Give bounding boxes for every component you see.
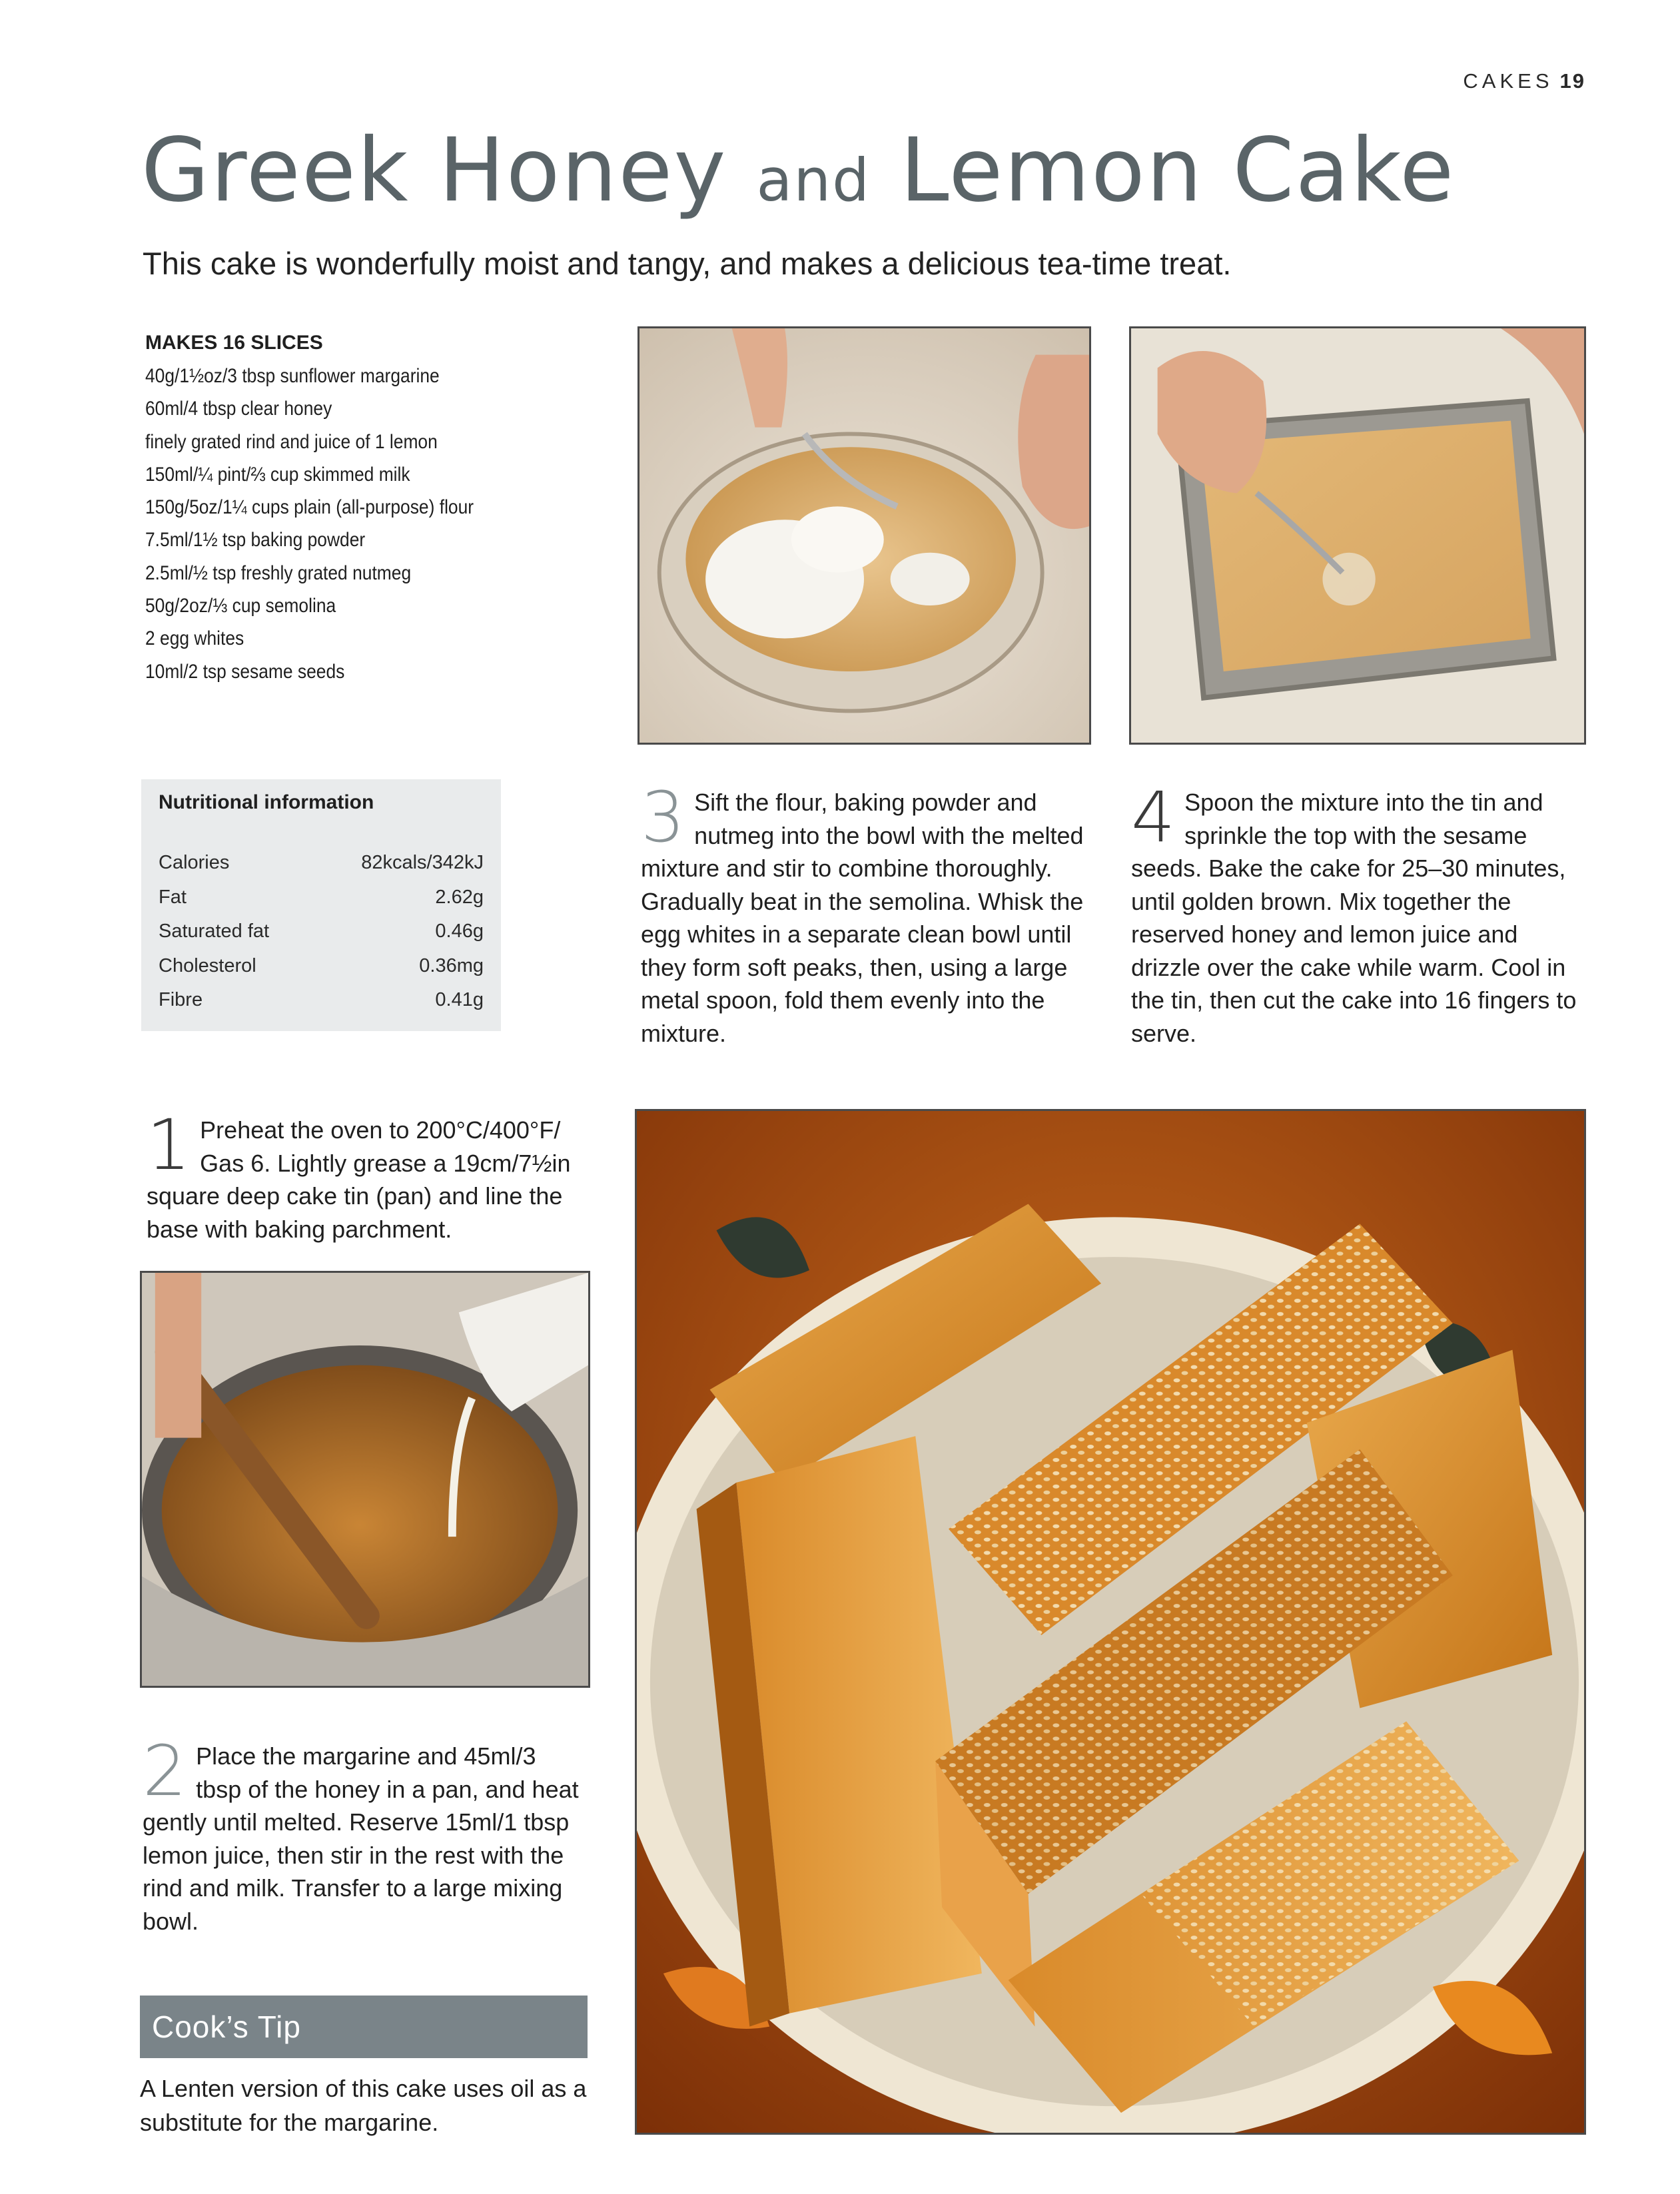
nutrition-label: Fibre — [159, 989, 203, 1010]
step-number: 1 — [147, 1104, 191, 1186]
cooks-tip-title: Cook’s Tip — [152, 2010, 301, 2044]
nutrition-value: 0.36mg — [419, 954, 484, 976]
running-head — [1463, 69, 1585, 93]
title-main: Greek Honey — [141, 119, 727, 222]
nutrition-box — [141, 779, 501, 1031]
step-text: Spoon the mixture into the tin and sprinkle the top with the sesame seeds. Bake the cake for 25–30 minutes, until golden brown. Mix together the reserved honey and lemon juice and drizzle over the cake while warm. Cool in the tin, then cut the cake into 16 fingers to serve. — [1131, 789, 1577, 1047]
step-text: Preheat the oven to 200°C/400°F/ Gas 6. Lightly grease a 19cm/7½in square deep cake tin (pan) and line the base with baking parchment. — [147, 1116, 571, 1243]
photo-mixing-bowl — [637, 326, 1091, 745]
step-number: 3 — [641, 777, 685, 858]
ingredient-item: 150g/5oz/1¼ cups plain (all-purpose) flour — [145, 496, 474, 519]
section-label: CAKES — [1463, 69, 1553, 93]
photo-finished-cake — [635, 1109, 1586, 2135]
page-number: 19 — [1559, 69, 1585, 93]
nutrition-row — [159, 914, 484, 949]
step-1 — [147, 1104, 573, 1246]
ingredient-item: finely grated rind and juice of 1 lemon — [145, 430, 438, 453]
photo-pan-honey — [140, 1271, 590, 1688]
step-4 — [1131, 777, 1591, 1050]
nutrition-row — [159, 983, 484, 1018]
nutrition-label: Cholesterol — [159, 954, 256, 976]
recipe-title — [141, 119, 1456, 222]
nutrition-table — [159, 846, 484, 1018]
nutrition-value: 0.41g — [435, 989, 484, 1010]
nutrition-label: Fat — [159, 886, 187, 908]
nutrition-value: 0.46g — [435, 920, 484, 942]
ingredient-item: 10ml/2 tsp sesame seeds — [145, 660, 345, 683]
ingredient-item: 50g/2oz/⅓ cup semolina — [145, 595, 336, 617]
title-end: Lemon Cake — [899, 119, 1456, 222]
ingredient-item: 7.5ml/1½ tsp baking powder — [145, 529, 366, 551]
nutrition-row — [159, 846, 484, 881]
nutrition-heading: Nutritional information — [159, 791, 374, 813]
cooks-tip-header — [140, 1996, 588, 2058]
step-number: 4 — [1131, 777, 1176, 858]
ingredients-heading: MAKES 16 SLICES — [145, 332, 323, 354]
nutrition-label: Saturated fat — [159, 920, 270, 942]
ingredient-item: 40g/1½oz/3 tbsp sunflower margarine — [145, 365, 440, 387]
cooks-tip-text: A Lenten version of this cake uses oil as a substitute for the margarine. — [140, 2075, 587, 2136]
ingredient-item: 150ml/¼ pint/⅔ cup skimmed milk — [145, 463, 410, 486]
ingredients-list — [145, 326, 518, 688]
nutrition-row — [159, 881, 484, 915]
nutrition-value: 2.62g — [435, 886, 484, 908]
step-number: 2 — [143, 1730, 187, 1812]
recipe-intro: This cake is wonderfully moist and tangy, and makes a delicious tea-time treat. — [143, 246, 1232, 281]
step-text: Place the margarine and 45ml/3 tbsp of the honey in a pan, and heat gently until melted. Reserve 15ml/1 tbsp lemon juice, then stir in the rest with the rind and milk. Transfer to a large mixing bowl. — [143, 1742, 579, 1935]
ingredient-item: 2.5ml/½ tsp freshly grated nutmeg — [145, 561, 412, 584]
ingredient-item: 60ml/4 tbsp clear honey — [145, 398, 332, 420]
ingredient-item: 2 egg whites — [145, 627, 244, 650]
nutrition-row — [159, 949, 484, 984]
step-3 — [641, 777, 1094, 1050]
step-text: Sift the flour, baking powder and nutmeg into the bowl with the melted mixture and stir to combine thoroughly. Gradually beat in the semolina. Whisk the egg whites in a separate clean bowl until they form soft peaks, then, using a large metal spoon, fold them evenly into the mixture. — [641, 789, 1084, 1047]
nutrition-label: Calories — [159, 852, 230, 873]
title-and: and — [756, 146, 871, 214]
step-2 — [143, 1730, 582, 1938]
photo-sprinkling-tin — [1129, 326, 1586, 745]
nutrition-value: 82kcals/342kJ — [361, 852, 484, 873]
